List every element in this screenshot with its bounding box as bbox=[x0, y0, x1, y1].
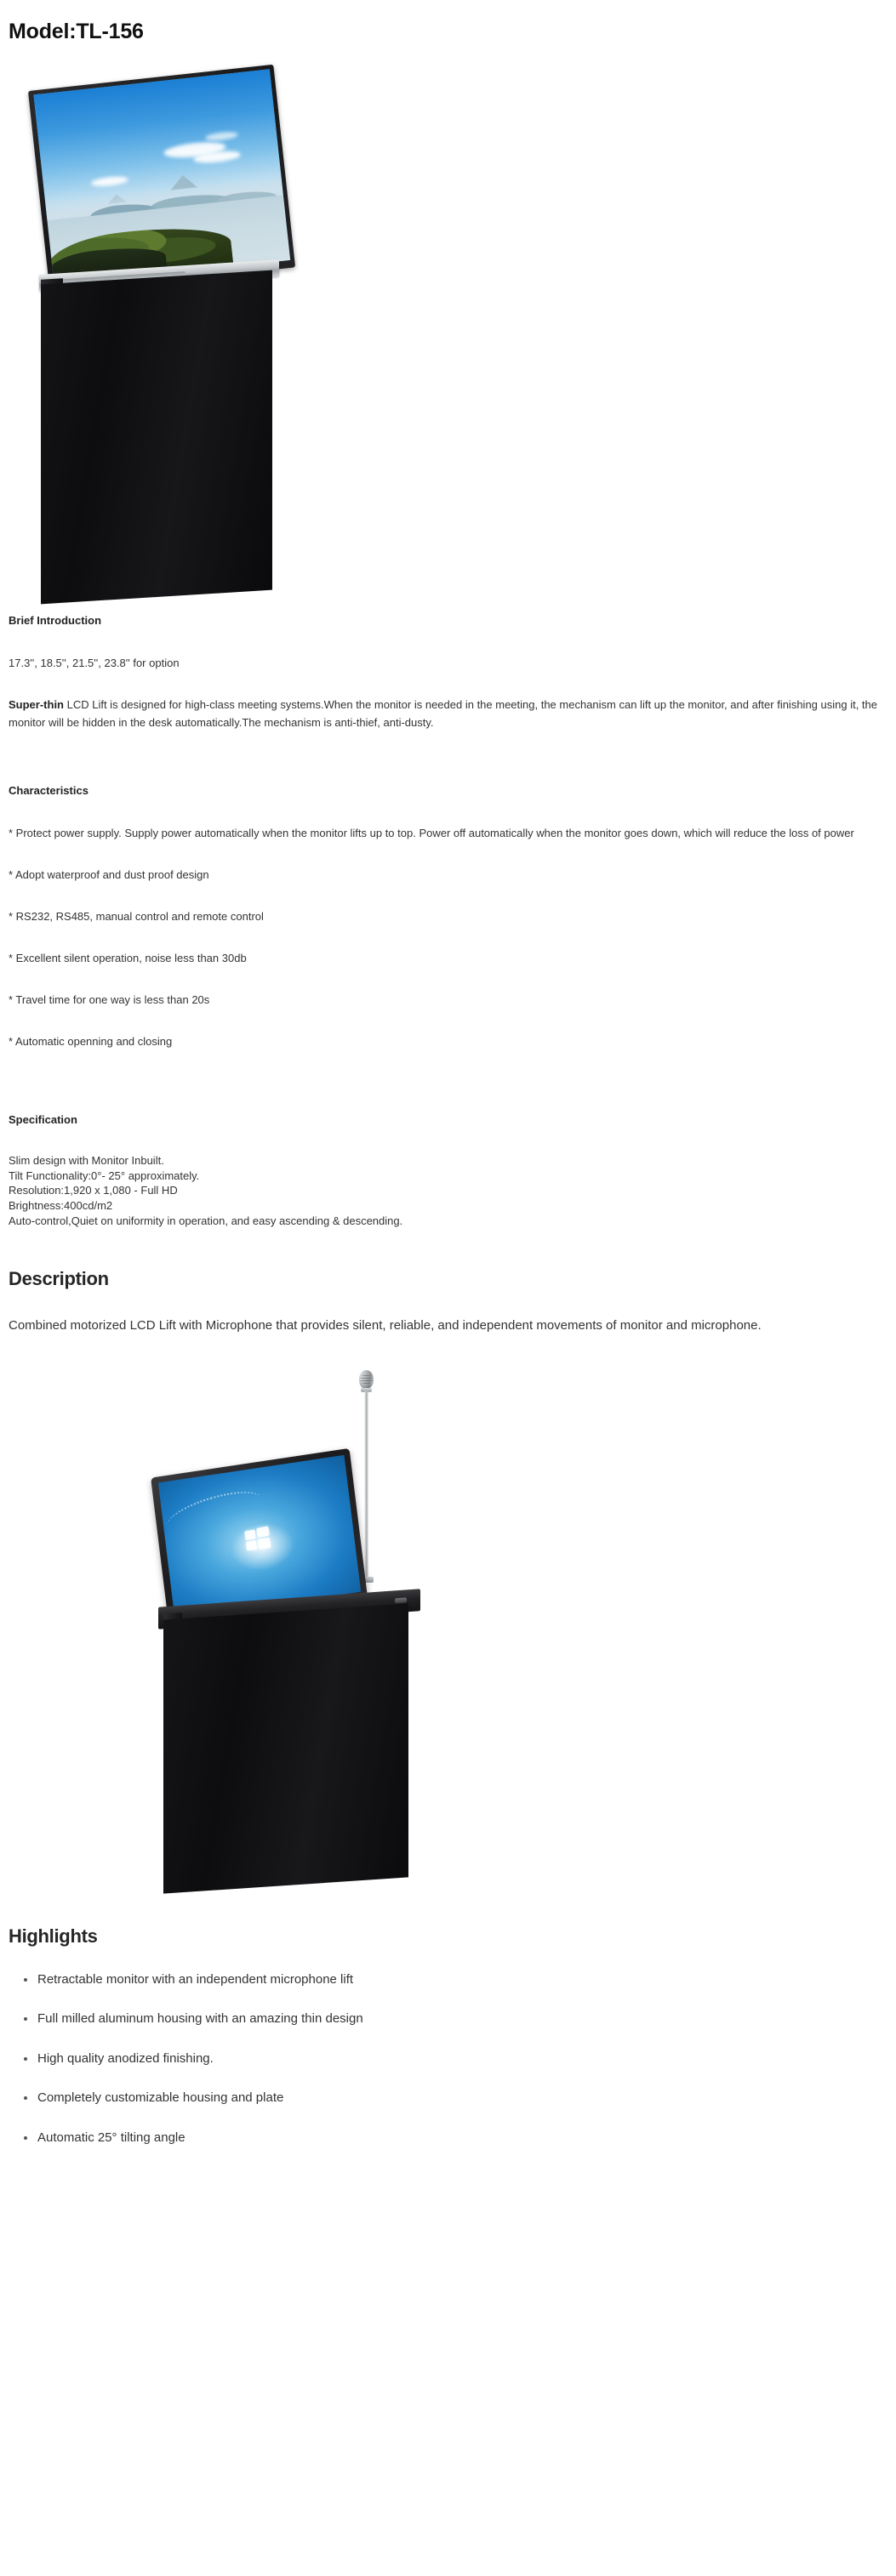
description-section bbox=[0, 1267, 896, 1338]
product-image-primary bbox=[0, 53, 896, 614]
windows-logo-pane bbox=[246, 1540, 257, 1550]
highlights-heading: Highlights bbox=[9, 1925, 98, 1948]
characteristic-item: * Excellent silent operation, noise less than 30db bbox=[9, 952, 247, 965]
specification-line: Resolution:1,920 x 1,080 - Full HD bbox=[9, 1184, 178, 1197]
description-heading: Description bbox=[9, 1268, 109, 1290]
highlight-item: Full milled aluminum housing with an amazing thin design bbox=[37, 2010, 887, 2029]
windows-logo-icon bbox=[244, 1526, 272, 1551]
specification-lines bbox=[9, 1153, 887, 1228]
microphone-stem bbox=[364, 1391, 368, 1580]
highlight-item: Completely customizable housing and plate bbox=[37, 2089, 887, 2108]
windows-logo-pane bbox=[258, 1538, 271, 1550]
characteristic-item: * Adopt waterproof and dust proof design bbox=[9, 867, 209, 881]
characteristics-heading: Characteristics bbox=[9, 784, 88, 798]
brief-introduction-heading: Brief Introduction bbox=[9, 614, 102, 627]
characteristic-item: * Automatic openning and closing bbox=[9, 1035, 173, 1049]
highlights-section bbox=[0, 1925, 896, 2147]
desk-housing bbox=[163, 1604, 408, 1894]
specification-line: Brightness:400cd/m2 bbox=[9, 1199, 113, 1213]
specification-section bbox=[0, 1113, 896, 1228]
description-paragraph: Combined motorized LCD Lift with Microphone that provides silent, reliable, and independent movements of monitor and microphone. bbox=[9, 1317, 762, 1333]
brief-introduction-paragraph bbox=[9, 696, 887, 731]
monitor-screen-landscape-photo bbox=[33, 69, 290, 286]
control-button bbox=[395, 1598, 407, 1604]
brief-introduction-section bbox=[0, 614, 896, 731]
spacer bbox=[0, 1228, 896, 1267]
product-image-secondary bbox=[0, 1346, 896, 1925]
page-title: Model:TL-156 bbox=[9, 20, 144, 43]
characteristics-section bbox=[0, 784, 896, 1050]
highlight-item: High quality anodized finishing. bbox=[37, 2050, 887, 2069]
highlights-list bbox=[0, 1970, 896, 2148]
microphone-head bbox=[359, 1370, 374, 1389]
windows-logo-pane bbox=[256, 1526, 270, 1538]
spacer bbox=[0, 1074, 896, 1113]
characteristic-item: * Protect power supply. Supply power automatically when the monitor lifts up to top. Power off automatically when the monitor goes down, which will reduce the loss of power bbox=[9, 826, 854, 839]
highlight-item: Retractable monitor with an independent microphone lift bbox=[37, 1970, 887, 1990]
microphone-icon bbox=[362, 1370, 371, 1581]
brief-introduction-lead: Super-thin bbox=[9, 697, 64, 711]
lcd-lift-illustration bbox=[32, 77, 288, 604]
specification-line: Slim design with Monitor Inbuilt. bbox=[9, 1154, 164, 1168]
brief-introduction-rest: LCD Lift is designed for high-class meeting systems.When the monitor is needed in the meeting, the mechanism can lift up the monitor, and after finishing using it, the monitor will be hidden in the desk automatically.The mechanism is anti-thief, anti-dusty. bbox=[9, 697, 877, 729]
spacer bbox=[0, 755, 896, 784]
characteristic-item: * Travel time for one way is less than 20s bbox=[9, 993, 210, 1007]
screen-sizes-text: 17.3'', 18.5'', 21.5'', 23.8'' for option bbox=[9, 656, 180, 669]
lcd-lift-with-microphone-illustration bbox=[153, 1363, 511, 1916]
highlight-item: Automatic 25° tilting angle bbox=[37, 2129, 887, 2148]
windows-logo-pane bbox=[244, 1529, 255, 1540]
specification-line: Tilt Functionality:0°- 25° approximately. bbox=[9, 1169, 200, 1182]
desk-housing bbox=[41, 270, 272, 605]
monitor-panel bbox=[28, 65, 295, 294]
specification-line: Auto-control,Quiet on uniformity in operation, and easy ascending & descending. bbox=[9, 1214, 403, 1227]
characteristic-item: * RS232, RS485, manual control and remote control bbox=[9, 910, 264, 924]
specification-heading: Specification bbox=[9, 1113, 77, 1127]
